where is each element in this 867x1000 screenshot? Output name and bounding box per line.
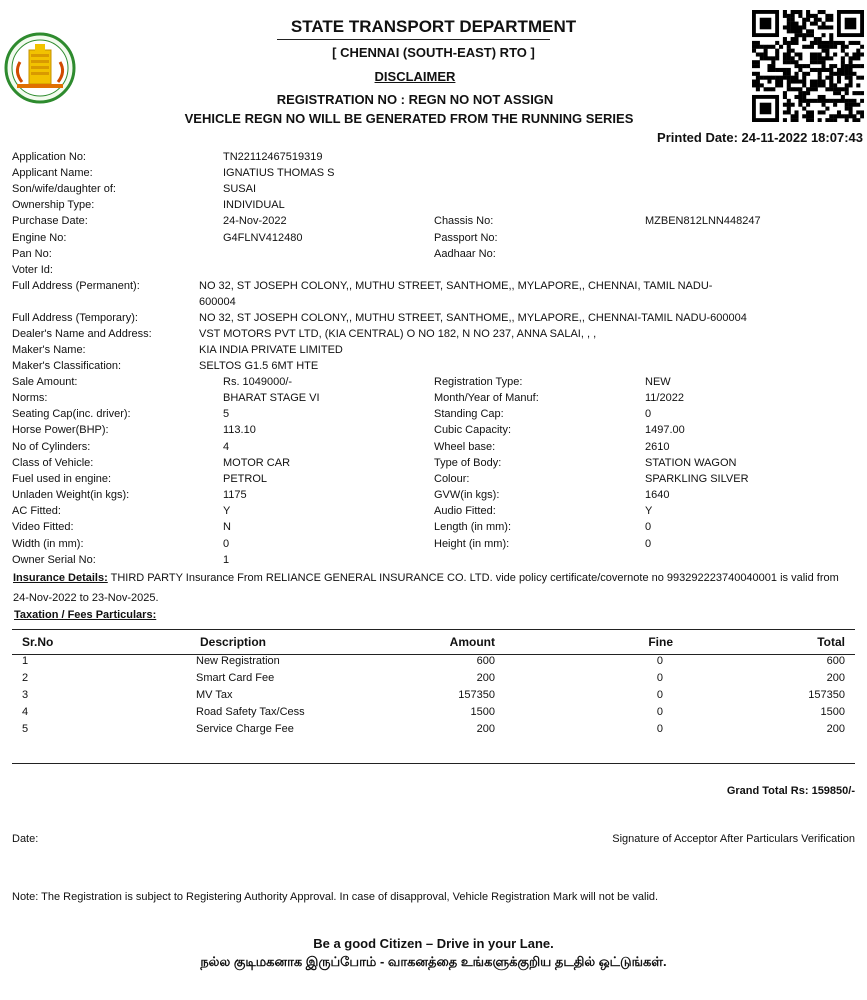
- width-label: Width (in mm):: [12, 538, 84, 550]
- cylinders-label: No of Cylinders:: [12, 441, 91, 453]
- row-sr-no: 1: [22, 654, 29, 667]
- series-note: VEHICLE REGN NO WILL BE GENERATED FROM THE RUNNING SERIES: [184, 111, 634, 126]
- row-total: 600: [826, 654, 845, 667]
- dealer-value: VST MOTORS PVT LTD, (KIA CENTRAL) O NO 182, N NO 237, ANNA SALAI, , ,: [199, 328, 597, 340]
- title-underline: [277, 39, 550, 40]
- registration-type-label: Registration Type:: [434, 376, 523, 388]
- row-description: MV Tax: [196, 688, 233, 701]
- permanent-address-line1: NO 32, ST JOSEPH COLONY,, MUTHU STREET, SANTHOME,, MYLAPORE,, CHENNAI, TAMIL NADU-: [199, 280, 713, 292]
- taxation-table: [12, 632, 855, 737]
- table-row: [12, 703, 855, 720]
- table-row: [12, 720, 855, 737]
- application-no-label: Application No:: [12, 151, 86, 163]
- width-value: 0: [223, 538, 230, 550]
- temporary-address-label: Full Address (Temporary):: [12, 312, 138, 324]
- slogan-tamil: நல்ல குடிமகனாக இருப்போம் - வாகனத்தை உங்களுக்குறிய தடதில் ஒட்டுங்கள்.: [200, 954, 667, 969]
- height-label: Height (in mm):: [434, 538, 510, 550]
- table-bottom-rule: [12, 763, 855, 764]
- table-row: [12, 686, 855, 703]
- date-label: Date:: [12, 833, 39, 845]
- ac-fitted-label: AC Fitted:: [12, 505, 61, 517]
- row-amount: 200: [476, 722, 495, 735]
- horse-power-value: 113.10: [223, 424, 256, 436]
- relation-label: Son/wife/daughter of:: [12, 183, 116, 195]
- pan-no-label: Pan No:: [12, 248, 52, 260]
- ownership-type-value: INDIVIDUAL: [223, 199, 285, 211]
- engine-no-label: Engine No:: [12, 232, 67, 244]
- row-fine: 0: [656, 705, 663, 718]
- applicant-name-value: IGNATIUS THOMAS S: [223, 167, 335, 179]
- row-total: 1500: [820, 705, 845, 718]
- owner-serial-label: Owner Serial No:: [12, 554, 96, 566]
- taxation-title: Taxation / Fees Particulars:: [14, 609, 157, 621]
- header-amount: Amount: [449, 635, 495, 649]
- cylinders-value: 4: [223, 441, 230, 453]
- row-sr-no: 2: [22, 671, 29, 684]
- row-sr-no: 4: [22, 705, 29, 718]
- cubic-capacity-label: Cubic Capacity:: [434, 424, 512, 436]
- seating-capacity-value: 5: [223, 408, 230, 420]
- row-amount: 600: [476, 654, 495, 667]
- unladen-weight-value: 1175: [223, 489, 247, 501]
- fuel-label: Fuel used in engine:: [12, 473, 112, 485]
- wheel-base-value: 2610: [645, 441, 670, 453]
- length-value: 0: [645, 521, 652, 533]
- insurance-label: Insurance Details:: [13, 572, 108, 584]
- row-sr-no: 3: [22, 688, 29, 701]
- row-fine: 0: [656, 688, 663, 701]
- row-description: Smart Card Fee: [196, 671, 275, 684]
- horse-power-label: Horse Power(BHP):: [12, 424, 109, 436]
- insurance-text: THIRD PARTY Insurance From RELIANCE GENERAL INSURANCE CO. LTD. vide policy certificate/covernote no 993292223740040001 is valid from: [107, 572, 839, 584]
- insurance-validity: 24-Nov-2022 to 23-Nov-2025.: [13, 592, 159, 604]
- registration-no: REGISTRATION NO : REGN NO NOT ASSIGN: [276, 92, 554, 107]
- department-title: STATE TRANSPORT DEPARTMENT: [290, 17, 577, 36]
- table-top-rule: [12, 629, 855, 630]
- maker-name-label: Maker's Name:: [12, 344, 86, 356]
- row-description: Road Safety Tax/Cess: [196, 705, 305, 718]
- row-description: Service Charge Fee: [196, 722, 294, 735]
- fuel-value: PETROL: [223, 473, 268, 485]
- table-row: [12, 669, 855, 686]
- dealer-label: Dealer's Name and Address:: [12, 328, 152, 340]
- maker-name-value: KIA INDIA PRIVATE LIMITED: [199, 344, 343, 356]
- table-header-row: [12, 632, 855, 652]
- colour-label: Colour:: [434, 473, 470, 485]
- standing-capacity-label: Standing Cap:: [434, 408, 504, 420]
- norms-value: BHARAT STAGE VI: [223, 392, 320, 404]
- voter-id-label: Voter Id:: [12, 264, 53, 276]
- colour-value: SPARKLING SILVER: [645, 473, 749, 485]
- video-fitted-label: Video Fitted:: [12, 521, 74, 533]
- manufacture-date-label: Month/Year of Manuf:: [434, 392, 539, 404]
- cubic-capacity-value: 1497.00: [645, 424, 685, 436]
- chassis-no-label: Chassis No:: [434, 215, 494, 227]
- video-fitted-value: N: [223, 521, 231, 533]
- standing-capacity-value: 0: [645, 408, 652, 420]
- body-type-label: Type of Body:: [434, 457, 502, 469]
- application-no-value: TN22112467519319: [223, 151, 323, 163]
- registration-type-value: NEW: [645, 376, 671, 388]
- sale-amount-value: Rs. 1049000/-: [223, 376, 293, 388]
- maker-classification-value: SELTOS G1.5 6MT HTE: [199, 360, 319, 372]
- header-total: Total: [817, 635, 845, 649]
- seating-capacity-label: Seating Cap(inc. driver):: [12, 408, 131, 420]
- insurance-details: [13, 572, 839, 584]
- unladen-weight-label: Unladen Weight(in kgs):: [12, 489, 130, 501]
- sale-amount-label: Sale Amount:: [12, 376, 78, 388]
- ownership-type-label: Ownership Type:: [12, 199, 95, 211]
- slogan-english: Be a good Citizen – Drive in your Lane.: [313, 936, 554, 951]
- row-total: 200: [826, 671, 845, 684]
- wheel-base-label: Wheel base:: [434, 441, 496, 453]
- grand-total: Grand Total Rs: 159850/-: [726, 785, 855, 797]
- length-label: Length (in mm):: [434, 521, 512, 533]
- passport-no-label: Passport No:: [434, 232, 498, 244]
- height-value: 0: [645, 538, 652, 550]
- applicant-name-label: Applicant Name:: [12, 167, 93, 179]
- audio-fitted-label: Audio Fitted:: [434, 505, 496, 517]
- relation-value: SUSAI: [223, 183, 257, 195]
- chassis-no-value: MZBEN812LNN448247: [645, 215, 761, 227]
- permanent-address-line2: 600004: [199, 296, 236, 308]
- row-sr-no: 5: [22, 722, 29, 735]
- manufacture-date-value: 11/2022: [645, 392, 684, 404]
- header-fine: Fine: [648, 635, 673, 649]
- vehicle-class-value: MOTOR CAR: [223, 457, 291, 469]
- row-fine: 0: [656, 722, 663, 735]
- table-header-rule: [12, 654, 855, 655]
- row-amount: 157350: [458, 688, 495, 701]
- row-amount: 1500: [470, 705, 495, 718]
- audio-fitted-value: Y: [645, 505, 653, 517]
- purchase-date-value: 24-Nov-2022: [223, 215, 287, 227]
- rto-name: [ CHENNAI (SOUTH-EAST) RTO ]: [332, 45, 535, 60]
- row-fine: 0: [656, 654, 663, 667]
- aadhaar-no-label: Aadhaar No:: [434, 248, 496, 260]
- body-type-value: STATION WAGON: [645, 457, 737, 469]
- row-amount: 200: [476, 671, 495, 684]
- owner-serial-value: 1: [223, 554, 230, 566]
- row-fine: 0: [656, 671, 663, 684]
- engine-no-value: G4FLNV412480: [223, 232, 303, 244]
- gvw-label: GVW(in kgs):: [434, 489, 500, 501]
- row-total: 200: [826, 722, 845, 735]
- row-description: New Registration: [196, 654, 280, 667]
- header-sr-no: Sr.No: [22, 635, 54, 649]
- printed-date: Printed Date: 24-11-2022 18:07:43: [657, 130, 863, 145]
- maker-classification-label: Maker's Classification:: [12, 360, 122, 372]
- disclaimer-title: DISCLAIMER: [374, 69, 456, 84]
- temporary-address-value: NO 32, ST JOSEPH COLONY,, MUTHU STREET, SANTHOME,, MYLAPORE,, CHENNAI-TAMIL NADU-600004: [199, 312, 747, 324]
- ac-fitted-value: Y: [223, 505, 231, 517]
- approval-note: Note: The Registration is subject to Registering Authority Approval. In case of disapproval, Vehicle Registration Mark will not be valid.: [12, 891, 659, 903]
- vehicle-class-label: Class of Vehicle:: [12, 457, 94, 469]
- row-total: 157350: [808, 688, 845, 701]
- signature-label: Signature of Acceptor After Particulars Verification: [612, 833, 855, 845]
- norms-label: Norms:: [12, 392, 48, 404]
- gvw-value: 1640: [645, 489, 670, 501]
- header-description: Description: [200, 635, 267, 649]
- qr-code: [752, 10, 864, 122]
- permanent-address-label: Full Address (Permanent):: [12, 280, 140, 292]
- purchase-date-label: Purchase Date:: [12, 215, 88, 227]
